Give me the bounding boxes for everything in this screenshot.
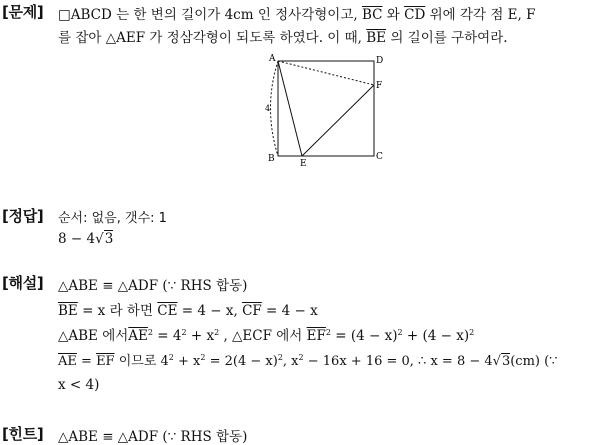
answer-meta: 순서: 없음, 갯수: 1 [58, 211, 167, 226]
vertex-d: D [376, 56, 384, 66]
segment-be: $\overline{BE}$ [366, 30, 387, 46]
vertex-b: B [268, 154, 275, 164]
vertex-c: C [376, 152, 383, 162]
square-abcd [278, 61, 374, 156]
answer-value: 8 − 4√3 [58, 231, 114, 247]
solution-line-5: x < 4) [58, 377, 100, 393]
problem-line-1: □ABCD 는 한 변의 길이가 4cm 인 정사각형이고, $\overline{BC}$ 와 $\overline{CD}$ 위에 각각 점 E, F [58, 7, 536, 23]
square-figure [265, 52, 390, 168]
solution-tag: [해설] [2, 274, 44, 292]
answer-tag: [정답] [2, 207, 44, 225]
vertex-f: F [376, 81, 383, 91]
side-length-arc [271, 61, 279, 156]
segment-bc: $\overline{BC}$ [361, 7, 383, 23]
problem-line-2: 를 잡아 △AEF 가 정삼각형이 되도록 하였다. 이 때, $\overline{BE}$ 의 길이를 구하여라. [58, 30, 508, 46]
solution-line-3: △ABE 에서$\overline{AE}^2 = 4^2 + x^2$ , △ECF 에서 $\overline{EF}^2 = (4 - x)^2 + (4 - x)^2$ [58, 328, 475, 344]
vertex-e: E [300, 159, 307, 168]
vertex-a: A [269, 54, 276, 64]
solution-line-1: △ABE ≡ △ADF (∵ RHS 합동) [58, 278, 248, 294]
side-length-label: 4 [265, 104, 271, 113]
solution-line-4: $\overline{AE} = \overline{EF}$ 이므로 $4^2 + x^2 = 2(4 - x)^2$, $x^2 - 16x + 16 = 0$, ∴ x = 8 − 4√3(cm) (∵ [58, 353, 558, 369]
hint-tag: [힌트] [2, 425, 44, 443]
solution-line-2: $\overline{BE} = x$ 라 하면 $\overline{CE} = 4 - x$, $\overline{CF} = 4 - x$ [58, 303, 318, 319]
segment-af [278, 61, 374, 85]
segment-ef [302, 85, 374, 156]
hint-text: △ABE ≡ △ADF (∵ RHS 합동) [58, 429, 248, 445]
segment-ae [278, 61, 302, 156]
segment-cd: $\overline{CD}$ [404, 7, 426, 23]
problem-tag: [문제] [2, 3, 44, 21]
